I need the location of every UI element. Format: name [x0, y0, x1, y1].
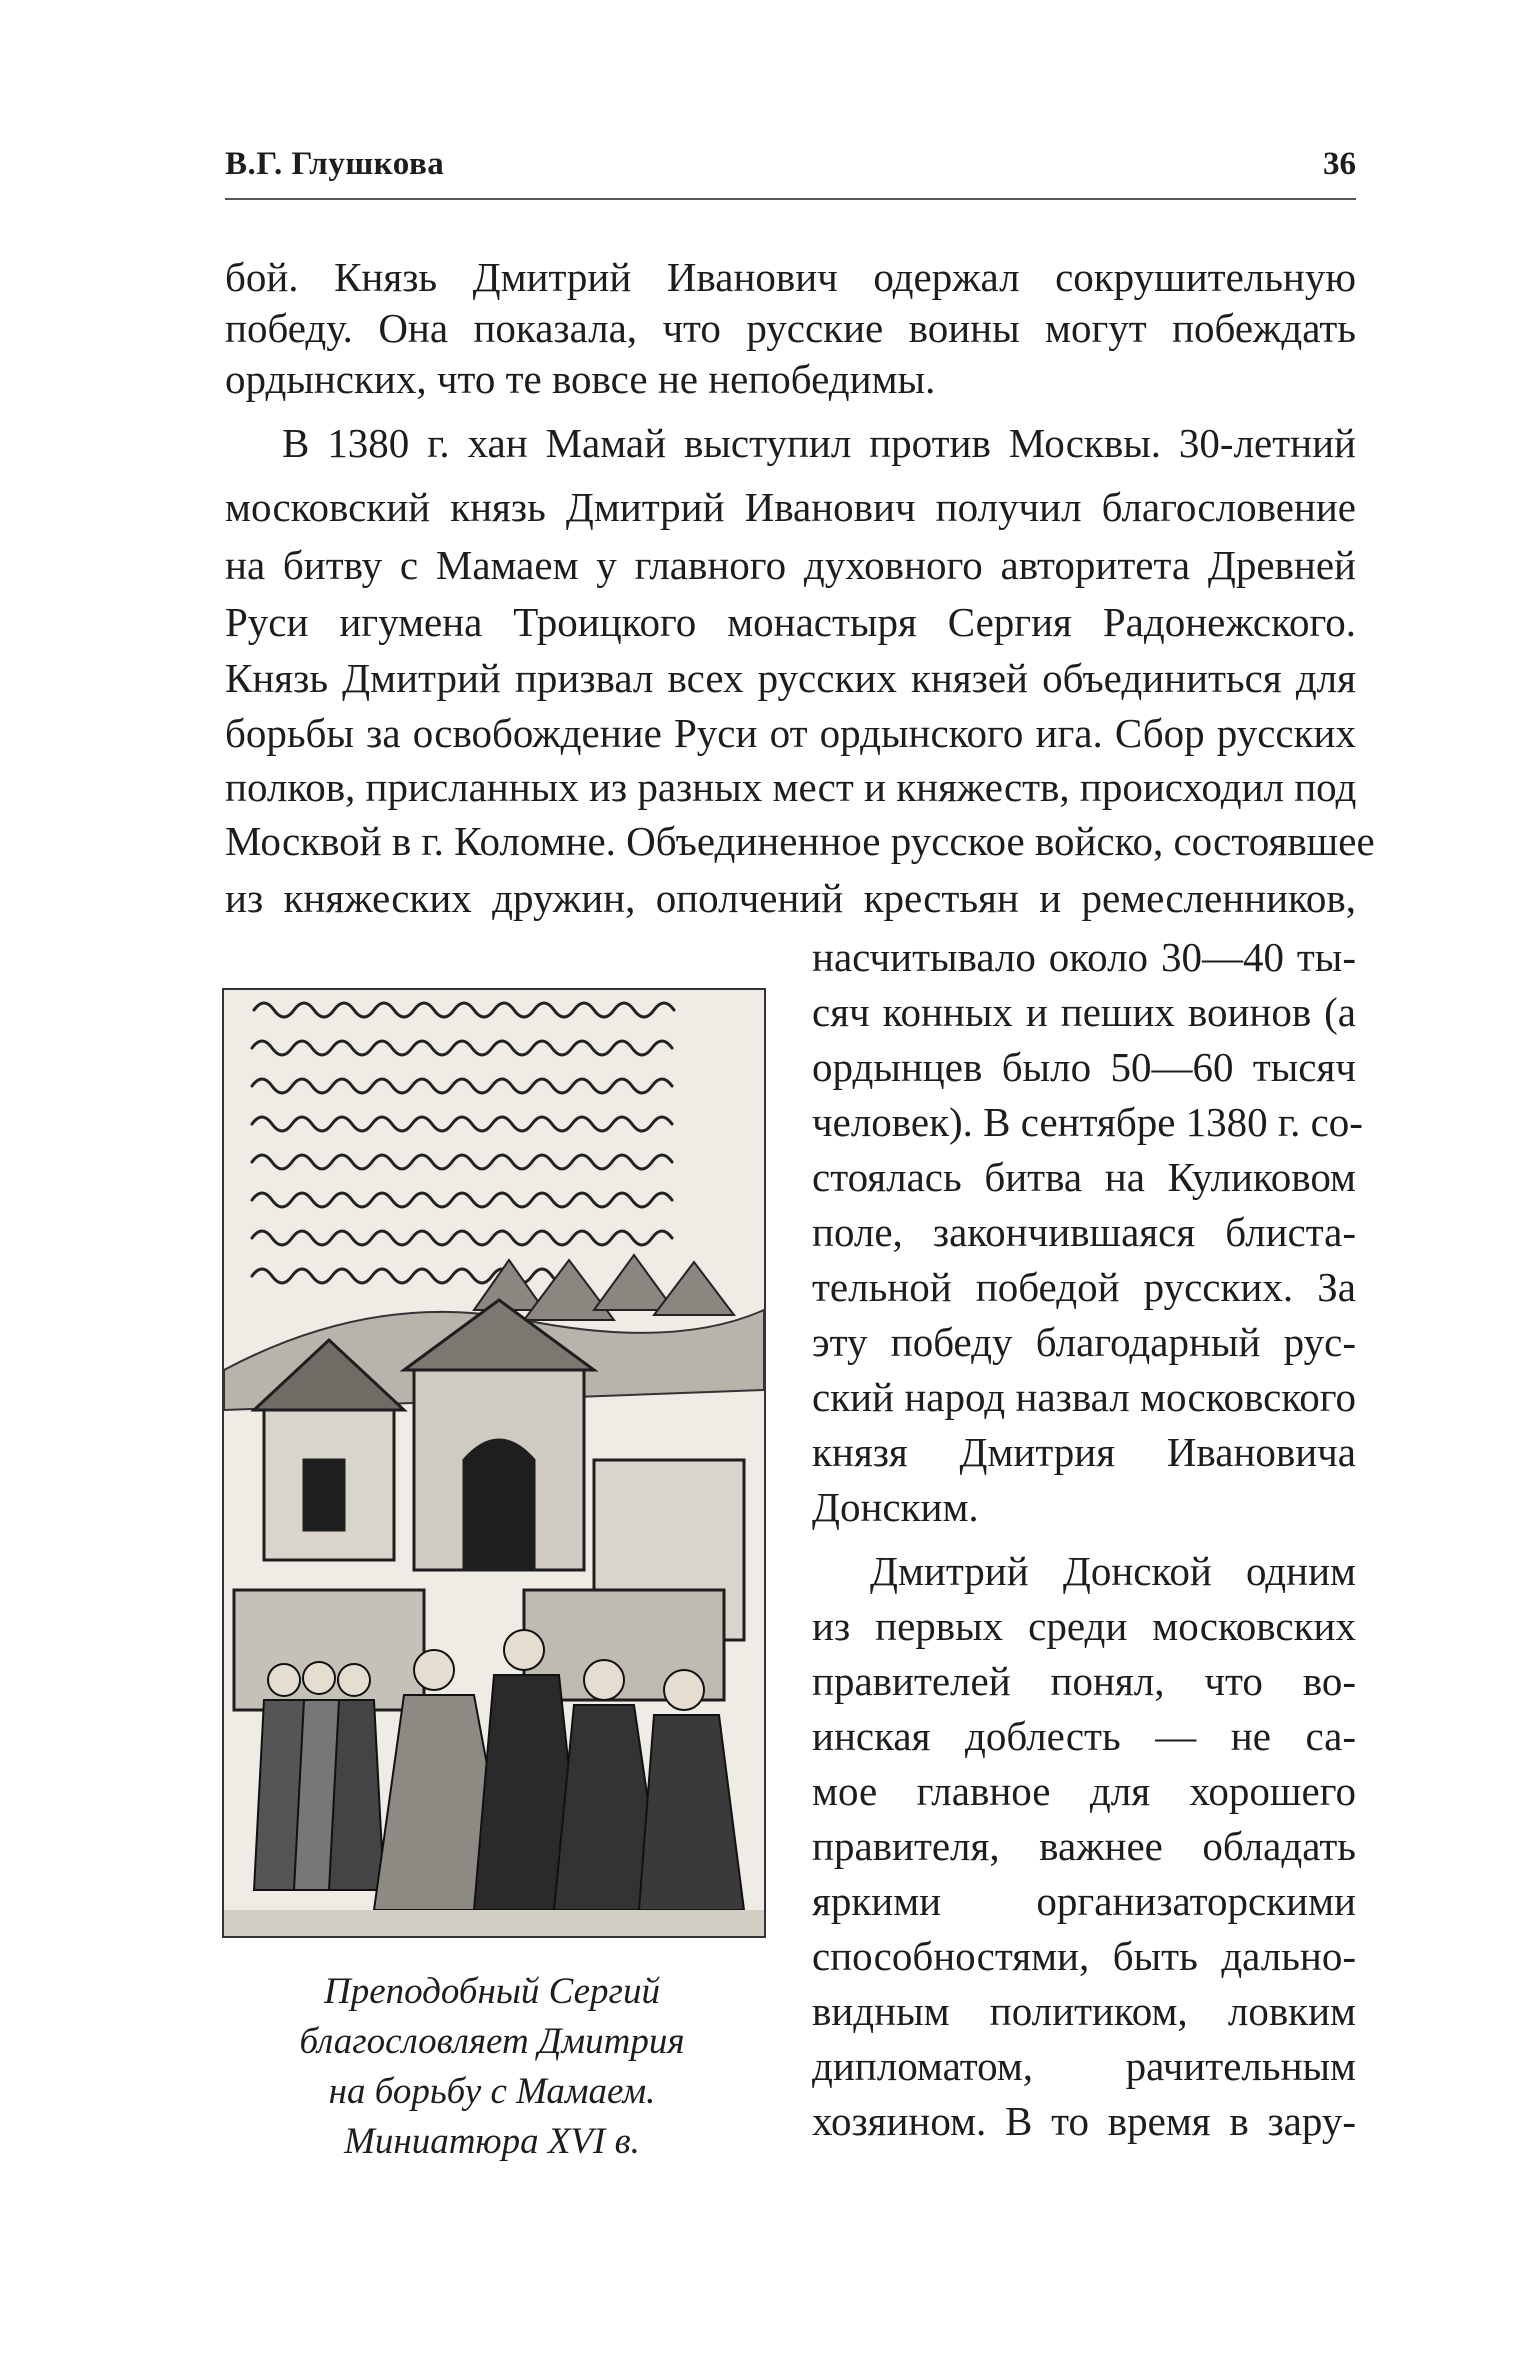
author-name: В.Г. Глушкова	[225, 146, 445, 182]
text-line: стоялась битва на Куликовом	[812, 1154, 1356, 1200]
figure-caption-line: Преподобный Сергий	[324, 1971, 660, 2012]
text-line: В 1380 г. хан Мамай выступил против Москвы. 30-летний	[282, 420, 1356, 466]
text-line: из княжеских дружин, ополчений крестьян и ремесленников,	[225, 875, 1356, 921]
running-header	[225, 140, 1356, 200]
miniature-illustration	[224, 990, 764, 1936]
text-line: Москвой в г. Коломне. Объединенное русское войско, состоявшее	[225, 818, 1375, 864]
text-line: ордынцев было 50—60 тысяч	[812, 1044, 1356, 1090]
text-line: ский народ назвал московского	[812, 1374, 1356, 1420]
text-line: тельной победой русских. За	[812, 1264, 1356, 1310]
text-line: человек). В сентябре 1380 г. со-	[812, 1099, 1363, 1145]
text-line: полков, присланных из разных мест и княжеств, происходил под	[225, 764, 1357, 810]
text-line: из первых среди московских	[812, 1603, 1356, 1649]
text-line: сяч конных и пеших воинов (а	[812, 989, 1356, 1035]
text-line: эту победу благодарный рус-	[812, 1319, 1356, 1365]
text-line: правителей понял, что во-	[812, 1658, 1356, 1704]
text-line: насчитывало около 30—40 ты-	[812, 934, 1356, 980]
text-line: правителя, важнее обладать	[812, 1823, 1356, 1869]
text-line: поле, закончившаяся блиста-	[812, 1209, 1356, 1255]
text-line: Донским.	[812, 1484, 979, 1530]
text-line: хозяином. В то время в зару-	[812, 2098, 1356, 2144]
text-line: инская доблесть — не са-	[812, 1713, 1356, 1759]
text-line: на битву с Мамаем у главного духовного авторитета Древней	[225, 542, 1356, 588]
figure-caption-line: благословляет Дмитрия	[299, 2021, 685, 2062]
figure-caption-line: Миниатюра XVI в.	[344, 2121, 640, 2162]
text-line: способностями, быть дально-	[812, 1933, 1356, 1979]
text-line: московский князь Дмитрий Иванович получил благословение	[225, 484, 1356, 530]
text-line: победу. Она показала, что русские воины могут побеждать	[225, 305, 1356, 351]
figure-caption-line: на борьбу с Мамаем.	[328, 2071, 656, 2112]
text-line: яркими организаторскими	[812, 1878, 1356, 1924]
text-line: борьбы за освобождение Руси от ордынского ига. Сбор русских	[225, 710, 1356, 756]
text-line: видным политиком, ловким	[812, 1988, 1356, 2034]
text-line: князя Дмитрия Ивановича	[812, 1429, 1356, 1475]
ground	[224, 1910, 764, 1936]
text-line: мое главное для хорошего	[812, 1768, 1356, 1814]
text-line: бой. Князь Дмитрий Иванович одержал сокрушительную	[225, 254, 1356, 300]
text-line: дипломатом, рачительным	[812, 2043, 1356, 2089]
page-number: 36	[1323, 146, 1356, 182]
manuscript-miniature-image	[222, 988, 766, 1938]
text-line: Князь Дмитрий призвал всех русских князей объединиться для	[225, 655, 1356, 701]
text-line: ордынских, что те вовсе не непобедимы.	[225, 356, 936, 402]
text-line: Дмитрий Донской одним	[870, 1548, 1356, 1594]
text-line: Руси игумена Троицкого монастыря Сергия Радонежского.	[225, 599, 1356, 645]
